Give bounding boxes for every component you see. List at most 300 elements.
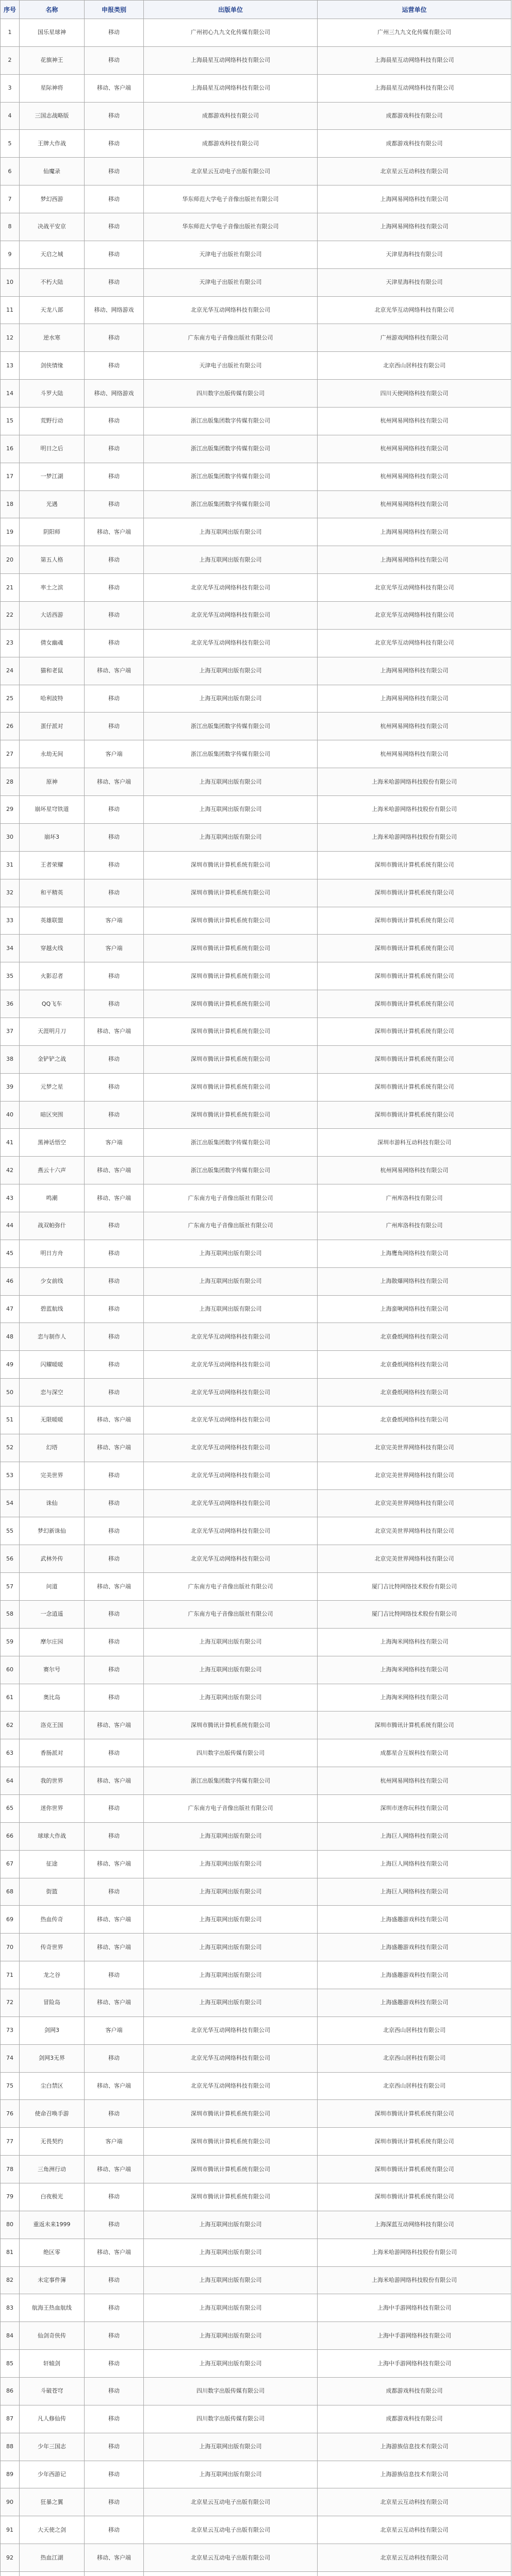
table-row bbox=[1, 1517, 511, 1545]
operator-cell: 上海盛趣游戏科技有限公司 bbox=[318, 1906, 511, 1934]
row-index-cell: 1 bbox=[1, 19, 20, 47]
operator-cell: 深圳市腾讯计算机系统有限公司 bbox=[318, 990, 511, 1018]
operator-cell: 北京光华互动网络科技有限公司 bbox=[318, 629, 511, 657]
row-index-cell: 88 bbox=[1, 2433, 20, 2461]
category-cell: 移动、客户端 bbox=[85, 1989, 144, 2017]
table-row bbox=[1, 130, 511, 158]
publisher-cell: 浙江出版集团数字传媒有限公司 bbox=[144, 1157, 318, 1184]
category-cell: 移动、客户端 bbox=[85, 2544, 144, 2572]
category-cell: 移动、网络游戏 bbox=[85, 380, 144, 408]
category-cell: 移动 bbox=[85, 46, 144, 74]
table-row bbox=[1, 1462, 511, 1489]
operator-cell: 杭州网易网络科技有限公司 bbox=[318, 1767, 511, 1795]
category-cell: 移动、网络游戏 bbox=[85, 296, 144, 324]
row-index-cell: 71 bbox=[1, 1961, 20, 1989]
table-row bbox=[1, 2294, 511, 2322]
row-index-cell: 32 bbox=[1, 879, 20, 907]
row-index-cell: 68 bbox=[1, 1878, 20, 1906]
row-index-cell: 79 bbox=[1, 2183, 20, 2211]
publisher-cell: 深圳市腾讯计算机系统有限公司 bbox=[144, 1073, 318, 1101]
table-row bbox=[1, 2100, 511, 2128]
row-index-cell: 27 bbox=[1, 740, 20, 768]
category-cell: 移动 bbox=[85, 796, 144, 824]
publisher-cell: 北京光华互动网络科技有限公司 bbox=[144, 1379, 318, 1406]
category-cell: 移动 bbox=[85, 713, 144, 740]
publisher-cell: 成都游戏科技有限公司 bbox=[144, 102, 318, 130]
row-index-cell: 11 bbox=[1, 296, 20, 324]
operator-cell: 深圳市腾讯计算机系统有限公司 bbox=[318, 879, 511, 907]
game-name-cell: 仙魔录 bbox=[20, 158, 85, 185]
table-row bbox=[1, 2433, 511, 2461]
table-row bbox=[1, 2516, 511, 2544]
category-cell: 移动 bbox=[85, 1323, 144, 1351]
publisher-cell: 上海互联网出版有限公司 bbox=[144, 1656, 318, 1684]
category-cell: 移动 bbox=[85, 2378, 144, 2405]
row-index-cell: 41 bbox=[1, 1129, 20, 1157]
table-row bbox=[1, 1628, 511, 1656]
operator-cell: 上海米哈游网络科技股份有限公司 bbox=[318, 768, 511, 796]
row-index-cell: 7 bbox=[1, 185, 20, 213]
table-row bbox=[1, 1711, 511, 1739]
table-row bbox=[1, 490, 511, 518]
publisher-cell: 上海互联网出版有限公司 bbox=[144, 2350, 318, 2378]
publisher-cell: 上海互联网出版有限公司 bbox=[144, 2239, 318, 2266]
row-index-cell: 92 bbox=[1, 2544, 20, 2572]
publisher-cell: 上海互联网出版有限公司 bbox=[144, 796, 318, 824]
operator-cell: 厦门吉比特网络技术股份有限公司 bbox=[318, 1573, 511, 1601]
operator-cell: 上海中手游网络科技有限公司 bbox=[318, 2294, 511, 2322]
game-name-cell: 天龙八部 bbox=[20, 296, 85, 324]
table-row bbox=[1, 2239, 511, 2266]
operator-cell: 上海网易网络科技有限公司 bbox=[318, 185, 511, 213]
operator-cell: 成都游戏科技有限公司 bbox=[318, 2405, 511, 2433]
operator-cell: 上海蛮啾网络科技有限公司 bbox=[318, 1295, 511, 1323]
game-name-cell: 使命召唤手游 bbox=[20, 2100, 85, 2128]
operator-cell: 广州库洛科技有限公司 bbox=[318, 1184, 511, 1212]
table-row bbox=[1, 2016, 511, 2044]
publisher-cell: 北京光华互动网络科技有限公司 bbox=[144, 1323, 318, 1351]
publisher-cell: 北京星云互动电子出版有限公司 bbox=[144, 158, 318, 185]
table-row bbox=[1, 268, 511, 296]
table-row bbox=[1, 1184, 511, 1212]
publisher-cell: 上海互联网出版有限公司 bbox=[144, 2211, 318, 2239]
table-row bbox=[1, 602, 511, 630]
game-name-cell: 航海王热血航线 bbox=[20, 2294, 85, 2322]
row-index-cell: 53 bbox=[1, 1462, 20, 1489]
game-name-cell: 三角洲行动 bbox=[20, 2156, 85, 2183]
table-row bbox=[1, 158, 511, 185]
row-index-cell: 10 bbox=[1, 268, 20, 296]
table-row bbox=[1, 1267, 511, 1295]
category-cell: 移动 bbox=[85, 435, 144, 463]
row-index-cell: 47 bbox=[1, 1295, 20, 1323]
publisher-cell: 北京光华互动网络科技有限公司 bbox=[144, 1545, 318, 1573]
publisher-cell: 浙江出版集团数字传媒有限公司 bbox=[144, 490, 318, 518]
publisher-cell: 深圳市腾讯计算机系统有限公司 bbox=[144, 2156, 318, 2183]
publisher-cell: 北京光华互动网络科技有限公司 bbox=[144, 1351, 318, 1379]
category-cell: 移动、客户端 bbox=[85, 1711, 144, 1739]
category-cell: 移动 bbox=[85, 1961, 144, 1989]
game-name-cell: 闪耀暖暖 bbox=[20, 1351, 85, 1379]
row-index-cell: 69 bbox=[1, 1906, 20, 1934]
publisher-cell: 上海互联网出版有限公司 bbox=[144, 1684, 318, 1711]
row-index-cell: 52 bbox=[1, 1434, 20, 1462]
operator-cell: 杭州网易网络科技有限公司 bbox=[318, 463, 511, 490]
game-name-cell: 猫和老鼠 bbox=[20, 657, 85, 685]
game-name-cell: 热血江湖 bbox=[20, 2544, 85, 2572]
game-name-cell: 光遇 bbox=[20, 490, 85, 518]
table-row bbox=[1, 1240, 511, 1267]
category-cell: 移动、客户端 bbox=[85, 2072, 144, 2100]
row-index-cell: 49 bbox=[1, 1351, 20, 1379]
game-name-cell: 碧蓝航线 bbox=[20, 1295, 85, 1323]
game-name-cell: 决战平安京 bbox=[20, 213, 85, 241]
row-index-cell: 43 bbox=[1, 1184, 20, 1212]
operator-cell: 上海米哈游网络科技股份有限公司 bbox=[318, 796, 511, 824]
row-index-cell: 40 bbox=[1, 1101, 20, 1129]
table-row bbox=[1, 2378, 511, 2405]
category-cell: 移动 bbox=[85, 268, 144, 296]
game-name-cell: 奥比岛 bbox=[20, 1684, 85, 1711]
operator-cell: 上海游族信息技术有限公司 bbox=[318, 2433, 511, 2461]
table-row bbox=[1, 823, 511, 851]
category-cell: 移动 bbox=[85, 1240, 144, 1267]
game-name-cell: 金铲铲之战 bbox=[20, 1045, 85, 1073]
row-index-cell: 28 bbox=[1, 768, 20, 796]
publisher-cell: 北京光华互动网络科技有限公司 bbox=[144, 2044, 318, 2072]
table-row bbox=[1, 768, 511, 796]
row-index-cell: 83 bbox=[1, 2294, 20, 2322]
game-name-cell: 星际神将 bbox=[20, 74, 85, 102]
publisher-cell: 北京光华互动网络科技有限公司 bbox=[144, 1517, 318, 1545]
category-cell: 移动 bbox=[85, 408, 144, 435]
game-name-cell: 火影忍者 bbox=[20, 962, 85, 990]
row-index-cell: 48 bbox=[1, 1323, 20, 1351]
game-name-cell: 剑侠情缘 bbox=[20, 352, 85, 380]
category-cell: 移动 bbox=[85, 2294, 144, 2322]
game-name-cell: 梦幻西游 bbox=[20, 185, 85, 213]
operator-cell: 深圳市腾讯计算机系统有限公司 bbox=[318, 2100, 511, 2128]
game-name-cell: 斗破苍穹 bbox=[20, 2378, 85, 2405]
category-cell: 移动 bbox=[85, 324, 144, 352]
game-name-cell bbox=[20, 2572, 85, 2576]
table-row bbox=[1, 1684, 511, 1711]
operator-cell: 深圳市腾讯计算机系统有限公司 bbox=[318, 907, 511, 935]
game-name-cell: 迷你世界 bbox=[20, 1795, 85, 1823]
operator-cell: 杭州网易网络科技有限公司 bbox=[318, 713, 511, 740]
operator-cell: 北京西山居科技有限公司 bbox=[318, 2016, 511, 2044]
category-cell: 移动 bbox=[85, 185, 144, 213]
operator-cell: 天津星海科技有限公司 bbox=[318, 268, 511, 296]
publisher-cell: 深圳市腾讯计算机系统有限公司 bbox=[144, 907, 318, 935]
game-name-cell: 黑神话悟空 bbox=[20, 1129, 85, 1157]
publisher-cell: 成都游戏科技有限公司 bbox=[144, 130, 318, 158]
table-row bbox=[1, 1406, 511, 1434]
category-cell: 移动、客户端 bbox=[85, 768, 144, 796]
operator-cell: 北京完美世界网络科技有限公司 bbox=[318, 1434, 511, 1462]
category-cell: 移动 bbox=[85, 1628, 144, 1656]
operator-cell: 深圳市腾讯计算机系统有限公司 bbox=[318, 1711, 511, 1739]
publisher-cell: 北京光华互动网络科技有限公司 bbox=[144, 2072, 318, 2100]
row-index-cell: 87 bbox=[1, 2405, 20, 2433]
row-index-cell: 70 bbox=[1, 1934, 20, 1961]
operator-cell: 杭州网易网络科技有限公司 bbox=[318, 740, 511, 768]
game-name-cell: 征途 bbox=[20, 1850, 85, 1878]
header-name: 名称 bbox=[20, 1, 85, 19]
game-name-cell: 哈利波特 bbox=[20, 685, 85, 713]
publisher-cell: 四川数字出版传媒有限公司 bbox=[144, 1739, 318, 1767]
table-row bbox=[1, 2405, 511, 2433]
publisher-cell: 浙江出版集团数字传媒有限公司 bbox=[144, 408, 318, 435]
table-row bbox=[1, 990, 511, 1018]
row-index-cell: 86 bbox=[1, 2378, 20, 2405]
category-cell: 移动、客户端 bbox=[85, 74, 144, 102]
operator-cell: 上海盛趣游戏科技有限公司 bbox=[318, 1961, 511, 1989]
publisher-cell: 深圳市腾讯计算机系统有限公司 bbox=[144, 879, 318, 907]
game-name-cell: 英雄联盟 bbox=[20, 907, 85, 935]
category-cell: 移动 bbox=[85, 130, 144, 158]
game-name-cell: 一梦江湖 bbox=[20, 463, 85, 490]
row-index-cell: 33 bbox=[1, 907, 20, 935]
operator-cell: 深圳市迷你玩科技有限公司 bbox=[318, 1795, 511, 1823]
publisher-cell: 深圳市腾讯计算机系统有限公司 bbox=[144, 1018, 318, 1045]
row-index-cell: 20 bbox=[1, 546, 20, 574]
table-row bbox=[1, 1545, 511, 1573]
category-cell: 移动 bbox=[85, 1462, 144, 1489]
category-cell: 移动 bbox=[85, 2211, 144, 2239]
publisher-cell: 浙江出版集团数字传媒有限公司 bbox=[144, 713, 318, 740]
table-row bbox=[1, 185, 511, 213]
game-name-cell: 永劫无间 bbox=[20, 740, 85, 768]
row-index-cell: 6 bbox=[1, 158, 20, 185]
table-row bbox=[1, 241, 511, 268]
category-cell: 客户端 bbox=[85, 1129, 144, 1157]
publisher-cell: 浙江出版集团数字传媒有限公司 bbox=[144, 1129, 318, 1157]
operator-cell: 天津星海科技有限公司 bbox=[318, 241, 511, 268]
row-index-cell: 21 bbox=[1, 574, 20, 602]
game-name-cell: 洛克王国 bbox=[20, 1711, 85, 1739]
table-row bbox=[1, 2128, 511, 2156]
table-row bbox=[1, 657, 511, 685]
table-row bbox=[1, 1295, 511, 1323]
category-cell: 移动 bbox=[85, 851, 144, 879]
category-cell: 移动 bbox=[85, 2405, 144, 2433]
game-name-cell: 问道 bbox=[20, 1573, 85, 1601]
publisher-cell: 北京光华互动网络科技有限公司 bbox=[144, 296, 318, 324]
operator-cell: 杭州网易网络科技有限公司 bbox=[318, 490, 511, 518]
table-header-row bbox=[1, 1, 511, 19]
publisher-cell: 上海互联网出版有限公司 bbox=[144, 823, 318, 851]
category-cell: 移动 bbox=[85, 1600, 144, 1628]
table-row bbox=[1, 1656, 511, 1684]
category-cell: 移动 bbox=[85, 19, 144, 47]
operator-cell: 上海淘米网络科技有限公司 bbox=[318, 1684, 511, 1711]
category-cell: 移动、客户端 bbox=[85, 1767, 144, 1795]
operator-cell: 上海网易网络科技有限公司 bbox=[318, 518, 511, 546]
operator-cell: 广州游戏网络科技有限公司 bbox=[318, 324, 511, 352]
category-cell: 移动 bbox=[85, 1684, 144, 1711]
operator-cell: 上海盛趣游戏科技有限公司 bbox=[318, 1934, 511, 1961]
row-index-cell: 26 bbox=[1, 713, 20, 740]
category-cell: 移动 bbox=[85, 1656, 144, 1684]
game-name-cell: 恋与深空 bbox=[20, 1379, 85, 1406]
publisher-cell: 上海互联网出版有限公司 bbox=[144, 685, 318, 713]
category-cell: 移动 bbox=[85, 2433, 144, 2461]
table-row bbox=[1, 962, 511, 990]
category-cell: 移动、客户端 bbox=[85, 1850, 144, 1878]
category-cell: 移动、客户端 bbox=[85, 1157, 144, 1184]
row-index-cell: 16 bbox=[1, 435, 20, 463]
publisher-cell: 上海互联网出版有限公司 bbox=[144, 1906, 318, 1934]
category-cell: 移动 bbox=[85, 213, 144, 241]
table-row bbox=[1, 46, 511, 74]
row-index-cell: 59 bbox=[1, 1628, 20, 1656]
category-cell: 移动 bbox=[85, 1045, 144, 1073]
table-row bbox=[1, 1906, 511, 1934]
game-name-cell: 幻塔 bbox=[20, 1434, 85, 1462]
publisher-cell: 深圳市腾讯计算机系统有限公司 bbox=[144, 851, 318, 879]
table-row bbox=[1, 1101, 511, 1129]
table-row bbox=[1, 102, 511, 130]
game-name-cell: 花旗神王 bbox=[20, 46, 85, 74]
publisher-cell: 上海互联网出版有限公司 bbox=[144, 2322, 318, 2350]
publisher-cell: 深圳市腾讯计算机系统有限公司 bbox=[144, 962, 318, 990]
operator-cell: 上海晨星互动网络科技有限公司 bbox=[318, 74, 511, 102]
operator-cell: 上海晨星互动网络科技有限公司 bbox=[318, 46, 511, 74]
category-cell: 移动 bbox=[85, 685, 144, 713]
game-name-cell: 冒险岛 bbox=[20, 1989, 85, 2017]
table-row bbox=[1, 1767, 511, 1795]
category-cell: 移动 bbox=[85, 490, 144, 518]
game-name-cell: 球球大作战 bbox=[20, 1822, 85, 1850]
game-name-cell: 天启之城 bbox=[20, 241, 85, 268]
publisher-cell: 天津电子出版社有限公司 bbox=[144, 352, 318, 380]
operator-cell: 北京叠纸网络科技有限公司 bbox=[318, 1323, 511, 1351]
table-row bbox=[1, 1795, 511, 1823]
game-name-cell: 国乐星球神 bbox=[20, 19, 85, 47]
category-cell: 移动、客户端 bbox=[85, 1906, 144, 1934]
table-row bbox=[1, 2183, 511, 2211]
table-row bbox=[1, 1073, 511, 1101]
table-body bbox=[1, 19, 511, 2576]
row-index-cell: 13 bbox=[1, 352, 20, 380]
publisher-cell: 上海互联网出版有限公司 bbox=[144, 657, 318, 685]
game-name-cell: 大天使之剑 bbox=[20, 2516, 85, 2544]
category-cell: 移动、客户端 bbox=[85, 1018, 144, 1045]
row-index-cell: 9 bbox=[1, 241, 20, 268]
category-cell: 移动 bbox=[85, 962, 144, 990]
category-cell: 客户端 bbox=[85, 740, 144, 768]
publisher-cell: 天津电子出版社有限公司 bbox=[144, 268, 318, 296]
publisher-cell: 北京光华互动网络科技有限公司 bbox=[144, 1434, 318, 1462]
publisher-cell: 广东南方电子音像出版社有限公司 bbox=[144, 1600, 318, 1628]
operator-cell: 上海巨人网络科技有限公司 bbox=[318, 1850, 511, 1878]
operator-cell: 成都星合互娱科技有限公司 bbox=[318, 1739, 511, 1767]
operator-cell: 上海巨人网络科技有限公司 bbox=[318, 1878, 511, 1906]
operator-cell: 上海鹰角网络科技有限公司 bbox=[318, 1240, 511, 1267]
row-index-cell: 45 bbox=[1, 1240, 20, 1267]
table-row bbox=[1, 1157, 511, 1184]
table-row bbox=[1, 685, 511, 713]
operator-cell: 四川天使网络科技有限公司 bbox=[318, 380, 511, 408]
publisher-cell: 广东南方电子音像出版社有限公司 bbox=[144, 1573, 318, 1601]
category-cell: 客户端 bbox=[85, 2128, 144, 2156]
operator-cell: 深圳市腾讯计算机系统有限公司 bbox=[318, 962, 511, 990]
category-cell: 移动 bbox=[85, 463, 144, 490]
publisher-cell: 北京光华互动网络科技有限公司 bbox=[144, 1462, 318, 1489]
table-row bbox=[1, 435, 511, 463]
table-row bbox=[1, 1212, 511, 1240]
row-index-cell: 89 bbox=[1, 2461, 20, 2488]
game-name-cell: 逆水寒 bbox=[20, 324, 85, 352]
game-name-cell: 原神 bbox=[20, 768, 85, 796]
publisher-cell: 北京星云互动电子出版有限公司 bbox=[144, 2516, 318, 2544]
row-index-cell: 54 bbox=[1, 1489, 20, 1517]
row-index-cell: 46 bbox=[1, 1267, 20, 1295]
table-row bbox=[1, 2461, 511, 2488]
row-index-cell: 62 bbox=[1, 1711, 20, 1739]
operator-cell: 杭州网易网络科技有限公司 bbox=[318, 435, 511, 463]
operator-cell: 深圳市腾讯计算机系统有限公司 bbox=[318, 851, 511, 879]
publisher-cell: 深圳市腾讯计算机系统有限公司 bbox=[144, 990, 318, 1018]
publisher-cell: 深圳市腾讯计算机系统有限公司 bbox=[144, 935, 318, 962]
operator-cell: 成都游戏科技有限公司 bbox=[318, 2378, 511, 2405]
game-name-cell: 一念逍遥 bbox=[20, 1600, 85, 1628]
table-row bbox=[1, 1600, 511, 1628]
operator-cell: 广州库洛科技有限公司 bbox=[318, 1212, 511, 1240]
category-cell: 移动 bbox=[85, 1878, 144, 1906]
table-row bbox=[1, 629, 511, 657]
publisher-cell: 北京光华互动网络科技有限公司 bbox=[144, 1406, 318, 1434]
row-index-cell: 51 bbox=[1, 1406, 20, 1434]
publisher-cell: 上海互联网出版有限公司 bbox=[144, 1295, 318, 1323]
publisher-cell: 深圳市腾讯计算机系统有限公司 bbox=[144, 1711, 318, 1739]
category-cell: 移动 bbox=[85, 1295, 144, 1323]
row-index-cell: 18 bbox=[1, 490, 20, 518]
table-row bbox=[1, 1323, 511, 1351]
row-index-cell: 72 bbox=[1, 1989, 20, 2017]
table-row bbox=[1, 907, 511, 935]
operator-cell: 深圳市腾讯计算机系统有限公司 bbox=[318, 935, 511, 962]
operator-cell: 深圳市腾讯计算机系统有限公司 bbox=[318, 1101, 511, 1129]
category-cell: 移动、客户端 bbox=[85, 657, 144, 685]
publisher-cell: 上海互联网出版有限公司 bbox=[144, 2461, 318, 2488]
row-index-cell: 90 bbox=[1, 2488, 20, 2516]
game-name-cell: 仙剑奇侠传 bbox=[20, 2322, 85, 2350]
operator-cell: 北京光华互动网络科技有限公司 bbox=[318, 574, 511, 602]
row-index-cell: 50 bbox=[1, 1379, 20, 1406]
operator-cell: 上海米哈游网络科技股份有限公司 bbox=[318, 823, 511, 851]
operator-cell: 北京光华互动网络科技有限公司 bbox=[318, 602, 511, 630]
publisher-cell: 上海晨星互动网络科技有限公司 bbox=[144, 74, 318, 102]
publisher-cell: 北京光华互动网络科技有限公司 bbox=[144, 629, 318, 657]
table-row bbox=[1, 2156, 511, 2183]
table-row bbox=[1, 1961, 511, 1989]
game-name-cell: 王者荣耀 bbox=[20, 851, 85, 879]
row-index-cell: 64 bbox=[1, 1767, 20, 1795]
game-name-cell: 狂暴之翼 bbox=[20, 2488, 85, 2516]
operator-cell: 上海网易网络科技有限公司 bbox=[318, 546, 511, 574]
game-name-cell: 崩坏星穹铁道 bbox=[20, 796, 85, 824]
operator-cell: 北京叠纸网络科技有限公司 bbox=[318, 1406, 511, 1434]
row-index-cell: 36 bbox=[1, 990, 20, 1018]
publisher-cell: 四川数字出版传媒有限公司 bbox=[144, 2405, 318, 2433]
row-index-cell: 42 bbox=[1, 1157, 20, 1184]
header-category: 申报类别 bbox=[85, 1, 144, 19]
row-index-cell: 60 bbox=[1, 1656, 20, 1684]
category-cell: 移动 bbox=[85, 2322, 144, 2350]
game-name-cell: 龙之谷 bbox=[20, 1961, 85, 1989]
